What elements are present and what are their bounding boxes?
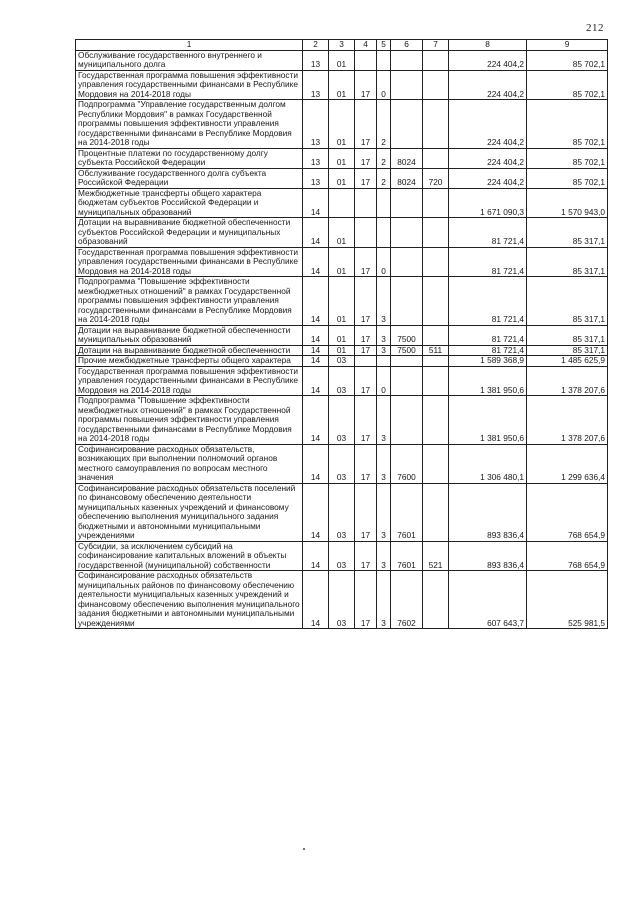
section-code: 14 (303, 247, 329, 277)
expense-type-code (423, 483, 449, 541)
section-code: 14 (303, 345, 329, 356)
subsection-code: 01 (329, 100, 355, 149)
amount-year-2: 525 981,5 (527, 571, 608, 629)
column-header: 7 (423, 40, 449, 51)
row-description: Подпрограмма "Повышение эффективности межбюджетных отношений" в рамках Государственной программы повышения эффективности управления государственными финансами в Республике Мордовия на 2014-2018 годы (76, 396, 303, 445)
program-code: 17 (355, 444, 377, 483)
amount-year-2: 1 485 625,9 (527, 356, 608, 367)
amount-year-1: 224 404,2 (449, 70, 527, 100)
program-code (355, 218, 377, 248)
amount-year-2: 1 378 207,6 (527, 396, 608, 445)
row-description: Обслуживание государственного внутреннего и муниципального долга (76, 50, 303, 70)
target-item-code (391, 70, 423, 100)
subsection-code: 01 (329, 277, 355, 326)
target-item-code: 7602 (391, 571, 423, 629)
row-description: Подпрограмма "Управление государственным долгом Республики Мордовия" в рамках Государственной программы повышения эффективности управления государственными финансами в Республике Мордовия на 2014-2018 годы (76, 100, 303, 149)
subsection-code: 03 (329, 444, 355, 483)
table-row (76, 356, 608, 367)
program-code: 17 (355, 277, 377, 326)
program-code (355, 50, 377, 70)
expense-type-code: 720 (423, 168, 449, 188)
subsection-code: 03 (329, 571, 355, 629)
amount-year-2: 1 570 943,0 (527, 188, 608, 218)
table-row (76, 345, 608, 356)
section-code: 13 (303, 70, 329, 100)
row-description: Обслуживание государственного долга субъекта Российской Федерации (76, 168, 303, 188)
expense-type-code (423, 366, 449, 396)
amount-year-2: 1 299 636,4 (527, 444, 608, 483)
target-item-code: 8024 (391, 168, 423, 188)
table-row (76, 483, 608, 541)
table-row (76, 188, 608, 218)
table-row (76, 366, 608, 396)
amount-year-2: 85 317,1 (527, 218, 608, 248)
subprogram-code (377, 218, 391, 248)
subsection-code: 03 (329, 396, 355, 445)
subprogram-code: 0 (377, 247, 391, 277)
expense-type-code (423, 70, 449, 100)
table-row (76, 325, 608, 345)
column-header: 8 (449, 40, 527, 51)
row-description: Государственная программа повышения эффективности управления государственными финансами в Республике Мордовия на 2014-2018 годы (76, 247, 303, 277)
target-item-code (391, 366, 423, 396)
program-code: 17 (355, 483, 377, 541)
amount-year-1: 81 721,4 (449, 277, 527, 326)
target-item-code: 7601 (391, 483, 423, 541)
table-row (76, 168, 608, 188)
section-code: 14 (303, 325, 329, 345)
program-code: 17 (355, 168, 377, 188)
column-header: 1 (76, 40, 303, 51)
amount-year-2: 768 654,9 (527, 541, 608, 571)
subprogram-code: 3 (377, 571, 391, 629)
subprogram-code: 2 (377, 148, 391, 168)
subprogram-code: 3 (377, 325, 391, 345)
subsection-code: 01 (329, 345, 355, 356)
amount-year-2: 85 317,1 (527, 325, 608, 345)
subsection-code: 01 (329, 325, 355, 345)
table-row (76, 571, 608, 629)
table-row (76, 50, 608, 70)
row-description: Дотации на выравнивание бюджетной обеспеченности муниципальных образований (76, 325, 303, 345)
subprogram-code: 2 (377, 168, 391, 188)
section-code: 13 (303, 50, 329, 70)
column-header: 2 (303, 40, 329, 51)
expense-type-code (423, 50, 449, 70)
column-header: 4 (355, 40, 377, 51)
target-item-code: 7500 (391, 325, 423, 345)
subprogram-code: 3 (377, 277, 391, 326)
amount-year-2: 85 702,1 (527, 148, 608, 168)
section-code: 14 (303, 366, 329, 396)
target-item-code (391, 247, 423, 277)
amount-year-1: 224 404,2 (449, 50, 527, 70)
row-description: Субсидии, за исключением субсидий на софинансирование капитальных вложений в объекты государственной (муниципальной) собственности (76, 541, 303, 571)
subsection-code: 01 (329, 148, 355, 168)
expense-type-code (423, 188, 449, 218)
subsection-code: 03 (329, 366, 355, 396)
amount-year-2: 85 317,1 (527, 345, 608, 356)
amount-year-1: 81 721,4 (449, 247, 527, 277)
subsection-code: 03 (329, 356, 355, 367)
program-code: 17 (355, 148, 377, 168)
expense-type-code: 521 (423, 541, 449, 571)
subsection-code: 03 (329, 541, 355, 571)
page-number: 212 (586, 22, 604, 34)
amount-year-2: 768 654,9 (527, 483, 608, 541)
expense-type-code (423, 325, 449, 345)
amount-year-1: 224 404,2 (449, 100, 527, 149)
section-code: 14 (303, 444, 329, 483)
program-code: 17 (355, 247, 377, 277)
amount-year-2: 85 317,1 (527, 277, 608, 326)
amount-year-1: 81 721,4 (449, 325, 527, 345)
column-header: 3 (329, 40, 355, 51)
target-item-code (391, 396, 423, 445)
section-code: 14 (303, 218, 329, 248)
row-description: Процентные платежи по государственному долгу субъекта Российской Федерации (76, 148, 303, 168)
row-description: Межбюджетные трансферты общего характера бюджетам субъектов Российской Федерации и муниципальных образований (76, 188, 303, 218)
program-code: 17 (355, 366, 377, 396)
row-description: Софинансирование расходных обязательств муниципальных районов по финансовому обеспечению деятельности муниципальных казенных учреждений и финансовому обеспечению выполнения муниципального задания бюджетными и автономными муниципальными учреждениями (76, 571, 303, 629)
table-row (76, 100, 608, 149)
subprogram-code (377, 356, 391, 367)
subsection-code: 01 (329, 218, 355, 248)
program-code: 17 (355, 70, 377, 100)
target-item-code (391, 356, 423, 367)
target-item-code (391, 100, 423, 149)
amount-year-1: 1 671 090,3 (449, 188, 527, 218)
amount-year-1: 224 404,2 (449, 168, 527, 188)
row-description: Государственная программа повышения эффективности управления государственными финансами в Республике Мордовия на 2014-2018 годы (76, 70, 303, 100)
amount-year-1: 1 381 950,6 (449, 396, 527, 445)
stray-mark (303, 848, 305, 850)
target-item-code: 7600 (391, 444, 423, 483)
amount-year-1: 81 721,4 (449, 345, 527, 356)
section-code: 14 (303, 396, 329, 445)
subprogram-code: 0 (377, 366, 391, 396)
table-row (76, 70, 608, 100)
row-description: Софинансирование расходных обязательств, возникающих при выполнении полномочий органов местного самоуправления по вопросам местного значения (76, 444, 303, 483)
expense-type-code (423, 247, 449, 277)
subsection-code: 01 (329, 168, 355, 188)
target-item-code (391, 277, 423, 326)
section-code: 14 (303, 356, 329, 367)
subsection-code: 01 (329, 50, 355, 70)
table-row (76, 277, 608, 326)
subprogram-code: 3 (377, 541, 391, 571)
subsection-code: 01 (329, 70, 355, 100)
target-item-code: 7601 (391, 541, 423, 571)
amount-year-2: 85 702,1 (527, 70, 608, 100)
program-code: 17 (355, 345, 377, 356)
budget-table (75, 39, 608, 629)
amount-year-1: 1 381 950,6 (449, 366, 527, 396)
table-row (76, 218, 608, 248)
expense-type-code (423, 277, 449, 326)
program-code: 17 (355, 571, 377, 629)
section-code: 14 (303, 541, 329, 571)
header-row (76, 40, 608, 51)
program-code: 17 (355, 325, 377, 345)
amount-year-1: 1 306 480,1 (449, 444, 527, 483)
row-description: Подпрограмма "Повышение эффективности межбюджетных отношений" в рамках Государственной программы повышения эффективности управления государственными финансами в Республике Мордовия на 2014-2018 годы (76, 277, 303, 326)
table-row (76, 541, 608, 571)
row-description: Дотации на выравнивание бюджетной обеспеченности (76, 345, 303, 356)
program-code (355, 188, 377, 218)
amount-year-1: 1 589 368,9 (449, 356, 527, 367)
column-header: 5 (377, 40, 391, 51)
row-description: Софинансирование расходных обязательств поселений по финансовому обеспечению деятельности муниципальных казенных учреждений и финансовому обеспечению выполнения муниципального задания бюджетными и автономными муниципальными учреждениями (76, 483, 303, 541)
expense-type-code (423, 356, 449, 367)
subprogram-code: 3 (377, 396, 391, 445)
section-code: 13 (303, 100, 329, 149)
target-item-code (391, 188, 423, 218)
expense-type-code: 511 (423, 345, 449, 356)
expense-type-code (423, 148, 449, 168)
table-row (76, 396, 608, 445)
expense-type-code (423, 396, 449, 445)
row-description: Дотации на выравнивание бюджетной обеспеченности субъектов Российской Федерации и муниципальных образований (76, 218, 303, 248)
subprogram-code: 3 (377, 483, 391, 541)
amount-year-1: 607 643,7 (449, 571, 527, 629)
expense-type-code (423, 444, 449, 483)
amount-year-2: 85 317,1 (527, 247, 608, 277)
subprogram-code: 2 (377, 100, 391, 149)
program-code: 17 (355, 100, 377, 149)
column-header: 9 (527, 40, 608, 51)
program-code: 17 (355, 396, 377, 445)
subsection-code: 03 (329, 483, 355, 541)
amount-year-2: 85 702,1 (527, 168, 608, 188)
target-item-code (391, 50, 423, 70)
amount-year-2: 85 702,1 (527, 100, 608, 149)
section-code: 13 (303, 168, 329, 188)
target-item-code: 8024 (391, 148, 423, 168)
subprogram-code: 3 (377, 444, 391, 483)
subsection-code: 01 (329, 247, 355, 277)
row-description: Государственная программа повышения эффективности управления государственными финансами в Республике Мордовия на 2014-2018 годы (76, 366, 303, 396)
section-code: 14 (303, 483, 329, 541)
table-row (76, 444, 608, 483)
subsection-code (329, 188, 355, 218)
amount-year-2: 85 702,1 (527, 50, 608, 70)
expense-type-code (423, 571, 449, 629)
row-description: Прочие межбюджетные трансферты общего характера (76, 356, 303, 367)
amount-year-2: 1 378 207,6 (527, 366, 608, 396)
amount-year-1: 224 404,2 (449, 148, 527, 168)
section-code: 14 (303, 188, 329, 218)
table-row (76, 148, 608, 168)
target-item-code (391, 218, 423, 248)
expense-type-code (423, 218, 449, 248)
program-code (355, 356, 377, 367)
column-header: 6 (391, 40, 423, 51)
table-row (76, 247, 608, 277)
section-code: 14 (303, 277, 329, 326)
section-code: 13 (303, 148, 329, 168)
amount-year-1: 893 836,4 (449, 541, 527, 571)
subprogram-code (377, 188, 391, 218)
subprogram-code: 0 (377, 70, 391, 100)
amount-year-1: 893 836,4 (449, 483, 527, 541)
program-code: 17 (355, 541, 377, 571)
section-code: 14 (303, 571, 329, 629)
target-item-code: 7500 (391, 345, 423, 356)
expense-type-code (423, 100, 449, 149)
subprogram-code: 3 (377, 345, 391, 356)
amount-year-1: 81 721,4 (449, 218, 527, 248)
subprogram-code (377, 50, 391, 70)
